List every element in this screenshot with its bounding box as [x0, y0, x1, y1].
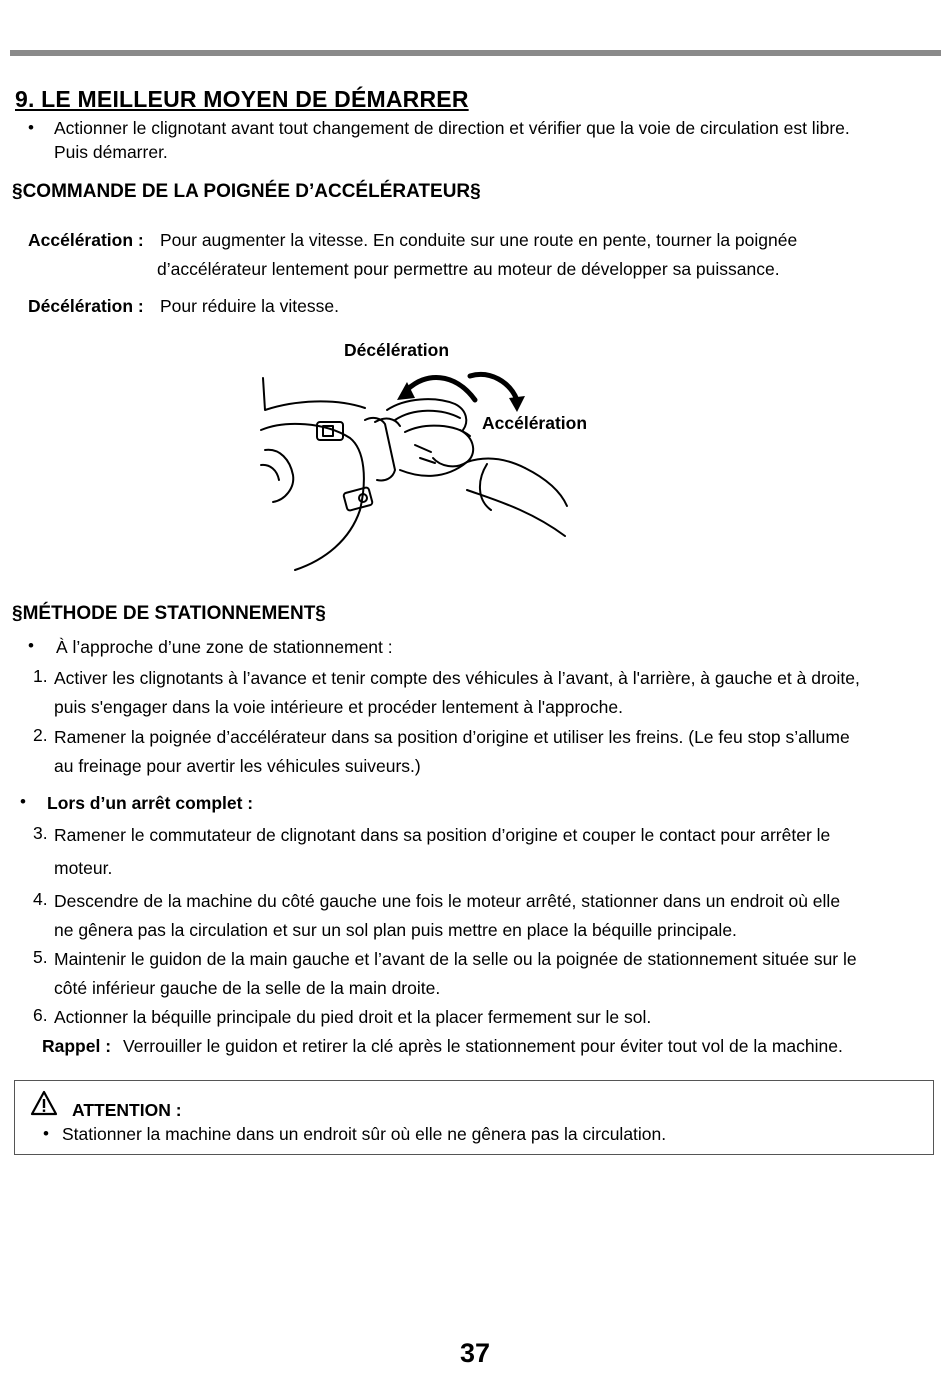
decel-label: Décélération : — [28, 296, 144, 316]
step-6-line1: Actionner la béquille principale du pied droit et la placer fermement sur le sol. — [54, 1007, 652, 1027]
step-5-line2: côté inférieur gauche de la selle de la main droite. — [54, 978, 441, 998]
step-4-line1: Descendre de la machine du côté gauche une fois le moteur arrêté, stationner dans un endroit où elle — [54, 891, 841, 911]
step-3-line1: Ramener le commutateur de clignotant dans sa position d’origine et couper le contact pour arrêter le — [54, 825, 831, 845]
step-number: 6. — [33, 1005, 48, 1025]
step-2-line1: Ramener la poignée d’accélérateur dans sa position d’origine et utiliser les freins. (Le feu stop s’allume — [54, 727, 850, 747]
top-rule — [10, 50, 941, 56]
accel-label: Accélération : — [28, 230, 144, 250]
step-1-line1: Activer les clignotants à l’avance et tenir compte des véhicules à l’avant, à l'arrière, à gauche et à droite, — [54, 668, 860, 688]
step-number: 1. — [33, 666, 48, 686]
start-instruction-line1: Actionner le clignotant avant tout changement de direction et vérifier que la voie de circulation est libre. — [54, 118, 850, 138]
step-number: 5. — [33, 947, 48, 967]
step-1-line2: puis s'engager dans la voie intérieure et procéder lentement à l'approche. — [54, 697, 623, 717]
step-4-line2: ne gênera pas la circulation et sur un sol plan puis mettre en place la béquille principale. — [54, 920, 737, 940]
figure-label-acceleration: Accélération — [482, 413, 588, 433]
full-stop-heading: Lors d’un arrêt complet : — [47, 793, 254, 813]
attention-box — [14, 1080, 934, 1155]
approach-text: À l’approche d’une zone de stationnement : — [56, 637, 393, 657]
step-number: 4. — [33, 889, 48, 909]
bullet-icon: • — [28, 636, 34, 655]
step-number: 3. — [33, 823, 48, 843]
reminder-label: Rappel : — [42, 1036, 112, 1056]
step-5-line1: Maintenir le guidon de la main gauche et l’avant de la selle ou la poignée de stationnement située sur le — [54, 949, 857, 969]
decel-text: Pour réduire la vitesse. — [160, 296, 339, 316]
accel-text-line2: d’accélérateur lentement pour permettre au moteur de développer sa puissance. — [157, 259, 780, 279]
warning-icon — [30, 1090, 58, 1116]
figure-label-deceleration: Décélération — [344, 340, 450, 360]
reminder-text: Verrouiller le guidon et retirer la clé après le stationnement pour éviter tout vol de la machine. — [123, 1036, 843, 1056]
accel-text-line1: Pour augmenter la vitesse. En conduite sur une route en pente, tourner la poignée — [160, 230, 798, 250]
page-number: 37 — [459, 1338, 491, 1368]
attention-text: Stationner la machine dans un endroit sûr où elle ne gênera pas la circulation. — [62, 1124, 667, 1144]
start-instruction-line2: Puis démarrer. — [54, 142, 168, 162]
section-title: 9. LE MEILLEUR MOYEN DE DÉMARRER — [15, 86, 469, 112]
bullet-icon: • — [43, 1124, 49, 1143]
parking-heading: §MÉTHODE DE STATIONNEMENT§ — [12, 603, 326, 624]
step-number: 2. — [33, 725, 48, 745]
step-2-line2: au freinage pour avertir les véhicules suiveurs.) — [54, 756, 421, 776]
attention-title: ATTENTION : — [72, 1100, 182, 1120]
bullet-icon: • — [28, 118, 34, 137]
step-3-line2: moteur. — [54, 858, 113, 878]
throttle-heading: §COMMANDE DE LA POIGNÉE D’ACCÉLÉRATEUR§ — [12, 181, 481, 202]
bullet-icon: • — [20, 792, 26, 811]
throttle-grip-illustration — [255, 360, 588, 575]
